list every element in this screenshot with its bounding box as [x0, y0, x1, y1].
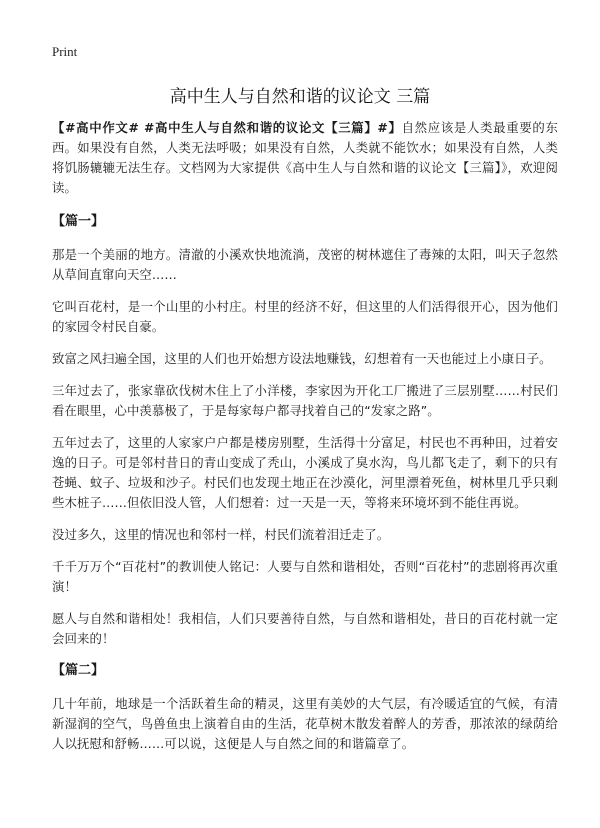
paragraph: 千千万万个“百花村”的教训使人铭记：人要与自然和谐相处，否则“百花村”的悲剧将再次重演！ [52, 559, 558, 594]
lead-paragraph [52, 118, 558, 198]
paragraph: 致富之风扫遍全国，这里的人们也开始想方设法地赚钱，幻想着有一天也能过上小康日子。 [52, 351, 552, 366]
lead-text: 自然应该是人类最重要的东西。如果没有自然，人类无法呼吸；如果没有自然，人类就不能饮水；如果没有自然，人类将饥肠辘辘无法生存。文档网为大家提供《高中生人与自然和谐的议论文【三篇】》，欢迎阅读。 [52, 120, 558, 195]
section-heading-1: 【篇一】 [52, 214, 105, 229]
paragraph: 愿人与自然和谐相处！我相信，人们只要善待自然，与自然和谐相处，昔日的百花村就一定会回来的！ [52, 611, 558, 646]
paragraph: 几十年前，地球是一个活跃着生命的精灵，这里有美妙的大气层，有冷暖适宜的气候，有清新湿润的空气，鸟兽鱼虫上演着自由的生活，花草树木散发着醉人的芳香，那浓浓的绿荫给人以抚慰和舒畅……可以说，这便是人与自然之间的和谐篇章了。 [52, 696, 558, 751]
article-body [52, 118, 558, 766]
section-heading-2: 【篇二】 [52, 663, 105, 678]
page-title: 高中生人与自然和谐的议论文 三篇 [169, 87, 431, 107]
paragraph: 那是一个美丽的地方。清澈的小溪欢快地流淌，茂密的树林遮住了毒辣的太阳，叫天子忽然从草间直窜向天空…… [52, 247, 558, 282]
paragraph: 没过多久，这里的情况也和邻村一样，村民们流着泪迁走了。 [52, 527, 390, 542]
paragraph: 它叫百花村，是一个山里的小村庄。村里的经济不好，但这里的人们活得很开心，因为他们的家园令村民自豪。 [52, 299, 558, 334]
print-link[interactable]: Print [52, 44, 78, 59]
paragraph: 五年过去了，这里的人家家户户都是楼房别墅，生活得十分富足，村民也不再种田，过着安逸的日子。可是邻村昔日的青山变成了秃山，小溪成了臭水沟，鸟儿都飞走了，剩下的只有苍蝇、蚊子、垃圾和沙子。村民们也发现土地正在沙漠化，河里漂着死鱼，树林里几乎只剩些木桩子……但依旧没人管，人们想着：过一天是一天，等将来环境坏到不能住再说。 [52, 435, 558, 510]
lead-tag: 【#高中作文# #高中生人与自然和谐的议论文【三篇】#】 [52, 120, 402, 135]
paragraph: 三年过去了，张家靠砍伐树木住上了小洋楼，李家因为开化工厂搬进了三层别墅……村民们看在眼里，心中羡慕极了，于是每家每户都寻找着自己的“发家之路”。 [52, 383, 558, 418]
